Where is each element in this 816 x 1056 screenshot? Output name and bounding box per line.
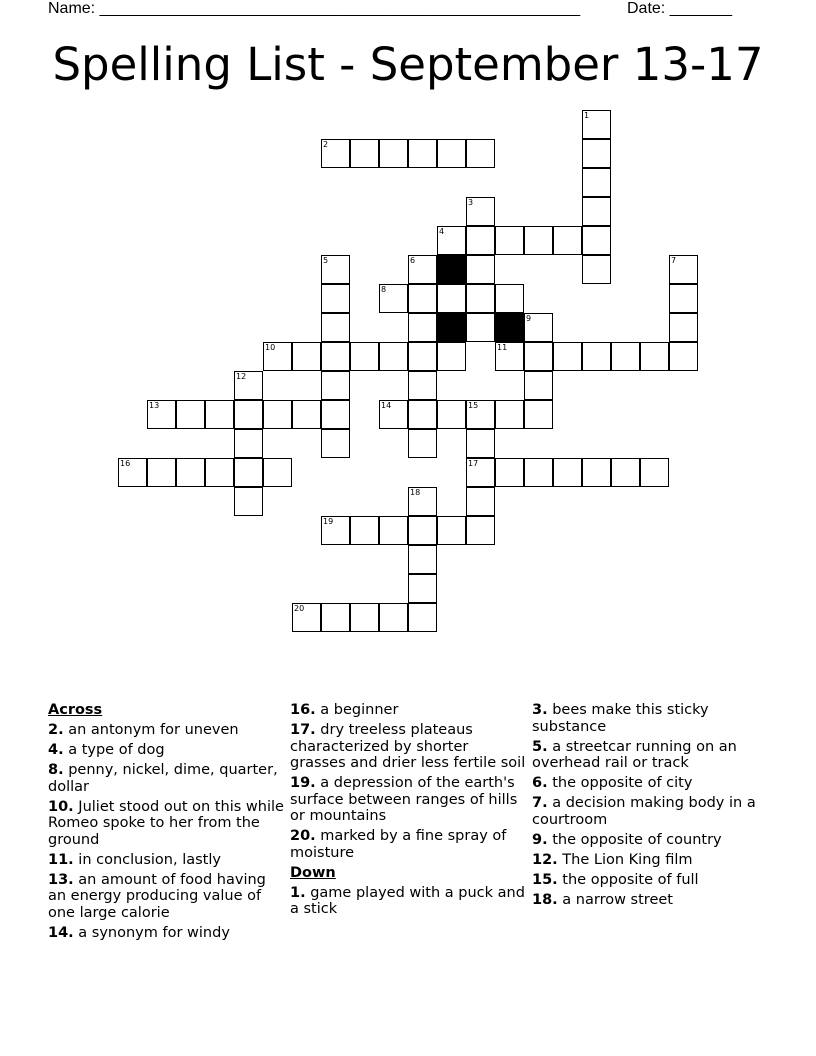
crossword-cell[interactable] — [495, 226, 524, 255]
crossword-cell[interactable] — [524, 342, 553, 371]
crossword-cell[interactable] — [350, 516, 379, 545]
crossword-cell[interactable] — [234, 371, 263, 400]
clue-number: 18. — [532, 891, 558, 908]
crossword-cell[interactable] — [495, 458, 524, 487]
crossword-cell[interactable] — [408, 400, 437, 429]
down-clue — [532, 872, 768, 889]
crossword-cell[interactable] — [321, 342, 350, 371]
cell-number: 14 — [381, 401, 392, 410]
across-clue — [290, 828, 526, 861]
crossword-cell[interactable] — [350, 139, 379, 168]
cell-number: 4 — [439, 227, 445, 236]
cell-number: 19 — [323, 517, 334, 526]
across-clue — [48, 925, 284, 942]
clue-text: an amount of food having an energy producing value of one large calorie — [48, 871, 266, 921]
crossword-cell[interactable] — [379, 284, 408, 313]
clue-text: a beginner — [320, 702, 399, 718]
crossword-cell[interactable] — [611, 342, 640, 371]
crossword-cell[interactable] — [234, 400, 263, 429]
clue-number: 3. — [532, 702, 548, 718]
crossword-cell[interactable] — [176, 458, 205, 487]
crossword-cell[interactable] — [611, 458, 640, 487]
crossword-cell[interactable] — [524, 226, 553, 255]
crossword-cell[interactable] — [321, 255, 350, 284]
clue-number: 9. — [532, 831, 548, 848]
clue-text: a depression of the earth's surface between ranges of hills or mountains — [290, 775, 518, 824]
clues-column-3 — [532, 702, 768, 912]
date-field-label[interactable]: Date: _______ — [627, 0, 732, 17]
down-clue — [532, 795, 768, 828]
clue-number: 7. — [532, 795, 548, 811]
crossword-cell[interactable] — [408, 516, 437, 545]
crossword-cell[interactable] — [437, 139, 466, 168]
crossword-cell[interactable] — [321, 371, 350, 400]
clue-text: the opposite of city — [552, 775, 693, 791]
crossword-cell[interactable] — [582, 110, 611, 139]
clue-number: 4. — [48, 742, 64, 758]
crossword-cell[interactable] — [379, 342, 408, 371]
clue-number: 6. — [532, 775, 548, 791]
crossword-cell[interactable] — [379, 516, 408, 545]
cell-number: 2 — [323, 140, 329, 149]
crossword-cell[interactable] — [466, 197, 495, 226]
crossword-cell[interactable] — [553, 342, 582, 371]
crossword-block — [437, 313, 466, 342]
down-clue — [532, 852, 768, 869]
clue-number: 12. — [532, 851, 558, 868]
cell-number: 1 — [584, 111, 590, 120]
across-clue — [48, 872, 284, 922]
clue-text: marked by a fine spray of moisture — [290, 828, 507, 861]
crossword-cell[interactable] — [437, 284, 466, 313]
crossword-cell[interactable] — [437, 400, 466, 429]
clue-text: a synonym for windy — [78, 924, 230, 941]
cell-number: 11 — [497, 343, 508, 352]
clue-text: in conclusion, lastly — [78, 851, 221, 868]
crossword-cell[interactable] — [524, 313, 553, 342]
crossword-cell[interactable] — [408, 429, 437, 458]
crossword-cell[interactable] — [582, 226, 611, 255]
cell-number: 18 — [410, 488, 421, 497]
page-title: Spelling List - September 13-17 — [52, 38, 764, 91]
clues-column-1 — [48, 702, 284, 945]
crossword-cell[interactable] — [524, 458, 553, 487]
clues-column-2 — [290, 702, 526, 921]
clue-text: a narrow street — [562, 891, 673, 908]
clue-text: an antonym for uneven — [68, 722, 239, 738]
crossword-cell[interactable] — [437, 342, 466, 371]
cell-number: 17 — [468, 459, 479, 468]
clue-number: 15. — [532, 871, 558, 888]
crossword-cell[interactable] — [582, 168, 611, 197]
crossword-cell[interactable] — [466, 516, 495, 545]
across-clue — [48, 799, 284, 849]
cell-number: 15 — [468, 401, 479, 410]
clue-number: 1. — [290, 884, 306, 901]
clue-text: The Lion King film — [562, 851, 693, 868]
crossword-cell[interactable] — [321, 400, 350, 429]
clue-number: 11. — [48, 851, 74, 868]
crossword-cell[interactable] — [495, 342, 524, 371]
crossword-cell[interactable] — [408, 255, 437, 284]
crossword-cell[interactable] — [118, 458, 147, 487]
down-clue — [532, 775, 768, 792]
clue-text: a type of dog — [68, 742, 165, 758]
across-clue — [48, 742, 284, 759]
crossword-cell[interactable] — [524, 371, 553, 400]
cell-number: 12 — [236, 372, 247, 381]
crossword-cell[interactable] — [582, 197, 611, 226]
name-field-label[interactable]: Name: ______________________________________________________ — [48, 0, 581, 17]
across-clue — [290, 722, 526, 772]
crossword-cell[interactable] — [234, 487, 263, 516]
crossword-cell[interactable] — [321, 429, 350, 458]
crossword-cell[interactable] — [408, 371, 437, 400]
crossword-cell[interactable] — [379, 603, 408, 632]
clue-number: 14. — [48, 924, 74, 941]
clue-text: bees make this sticky substance — [532, 702, 709, 735]
down-clue — [532, 702, 768, 735]
crossword-cell[interactable] — [234, 429, 263, 458]
crossword-cell[interactable] — [553, 458, 582, 487]
crossword-cell[interactable] — [408, 603, 437, 632]
crossword-cell[interactable] — [205, 400, 234, 429]
clue-text: Juliet stood out on this while Romeo spoke to her from the ground — [48, 798, 284, 848]
clue-text: a decision making body in a courtroom — [532, 795, 756, 828]
clue-number: 13. — [48, 871, 74, 888]
clue-number: 10. — [48, 798, 74, 815]
crossword-cell[interactable] — [669, 342, 698, 371]
crossword-cell[interactable] — [321, 284, 350, 313]
crossword-cell[interactable] — [669, 284, 698, 313]
across-heading: Across — [48, 702, 103, 718]
crossword-cell[interactable] — [524, 400, 553, 429]
clue-text: penny, nickel, dime, quarter, dollar — [48, 762, 278, 795]
crossword-cell[interactable] — [582, 139, 611, 168]
crossword-cell[interactable] — [408, 487, 437, 516]
crossword-cell[interactable] — [582, 255, 611, 284]
clue-number: 20. — [290, 828, 316, 844]
crossword-cell[interactable] — [466, 284, 495, 313]
crossword-cell[interactable] — [640, 342, 669, 371]
crossword-cell[interactable] — [466, 255, 495, 284]
crossword-cell[interactable] — [147, 458, 176, 487]
crossword-cell[interactable] — [408, 313, 437, 342]
clue-text: the opposite of full — [562, 871, 699, 888]
clue-text: a streetcar running on an overhead rail or track — [532, 738, 737, 771]
cell-number: 6 — [410, 256, 416, 265]
crossword-cell[interactable] — [379, 139, 408, 168]
cell-number: 20 — [294, 604, 305, 613]
cell-number: 9 — [526, 314, 532, 323]
clue-number: 8. — [48, 762, 64, 778]
crossword-cell[interactable] — [466, 429, 495, 458]
crossword-cell[interactable] — [321, 139, 350, 168]
crossword-cell[interactable] — [495, 400, 524, 429]
cell-number: 16 — [120, 459, 131, 468]
clue-number: 5. — [532, 738, 548, 755]
crossword-cell[interactable] — [437, 516, 466, 545]
clue-number: 19. — [290, 775, 316, 791]
down-clue — [532, 832, 768, 849]
clue-text: dry treeless plateaus characterized by shorter grasses and drier less fertile soil — [290, 722, 526, 771]
across-clue — [48, 762, 284, 795]
crossword-cell[interactable] — [408, 574, 437, 603]
crossword-cell[interactable] — [408, 545, 437, 574]
crossword-block — [437, 255, 466, 284]
clue-number: 16. — [290, 702, 316, 718]
down-clue — [290, 885, 526, 918]
cell-number: 13 — [149, 401, 160, 410]
cell-number: 10 — [265, 343, 276, 352]
crossword-cell[interactable] — [553, 226, 582, 255]
across-clue — [290, 775, 526, 825]
crossword-cell[interactable] — [466, 487, 495, 516]
crossword-cell[interactable] — [437, 226, 466, 255]
cell-number: 5 — [323, 256, 329, 265]
crossword-cell[interactable] — [263, 342, 292, 371]
clue-text: game played with a puck and a stick — [290, 884, 525, 917]
crossword-cell[interactable] — [669, 255, 698, 284]
crossword-cell[interactable] — [379, 400, 408, 429]
crossword-cell[interactable] — [466, 226, 495, 255]
crossword-cell[interactable] — [205, 458, 234, 487]
crossword-cell[interactable] — [640, 458, 669, 487]
crossword-cell[interactable] — [408, 139, 437, 168]
cell-number: 7 — [671, 256, 677, 265]
across-clue — [48, 722, 284, 739]
crossword-block — [495, 313, 524, 342]
clue-text: the opposite of country — [552, 831, 722, 848]
crossword-cell[interactable] — [408, 342, 437, 371]
across-clue — [290, 702, 526, 719]
down-heading: Down — [290, 864, 336, 881]
crossword-cell[interactable] — [495, 284, 524, 313]
crossword-cell[interactable] — [147, 400, 176, 429]
cell-number: 3 — [468, 198, 474, 207]
crossword-cell[interactable] — [321, 313, 350, 342]
crossword-cell[interactable] — [292, 603, 321, 632]
crossword-cell[interactable] — [292, 400, 321, 429]
crossword-cell[interactable] — [321, 603, 350, 632]
crossword-cell[interactable] — [466, 139, 495, 168]
across-clue — [48, 852, 284, 869]
crossword-cell[interactable] — [466, 400, 495, 429]
crossword-cell[interactable] — [582, 342, 611, 371]
crossword-cell[interactable] — [408, 284, 437, 313]
crossword-cell[interactable] — [582, 458, 611, 487]
clue-number: 17. — [290, 722, 316, 738]
crossword-cell[interactable] — [321, 516, 350, 545]
crossword-cell[interactable] — [350, 603, 379, 632]
crossword-cell[interactable] — [263, 458, 292, 487]
crossword-cell[interactable] — [350, 342, 379, 371]
crossword-cell[interactable] — [466, 313, 495, 342]
crossword-cell[interactable] — [176, 400, 205, 429]
crossword-cell[interactable] — [466, 458, 495, 487]
crossword-cell[interactable] — [234, 458, 263, 487]
crossword-cell[interactable] — [263, 400, 292, 429]
crossword-cell[interactable] — [292, 342, 321, 371]
down-clue — [532, 739, 768, 772]
clue-number: 2. — [48, 722, 64, 738]
crossword-cell[interactable] — [669, 313, 698, 342]
cell-number: 8 — [381, 285, 387, 294]
down-clue — [532, 892, 768, 909]
